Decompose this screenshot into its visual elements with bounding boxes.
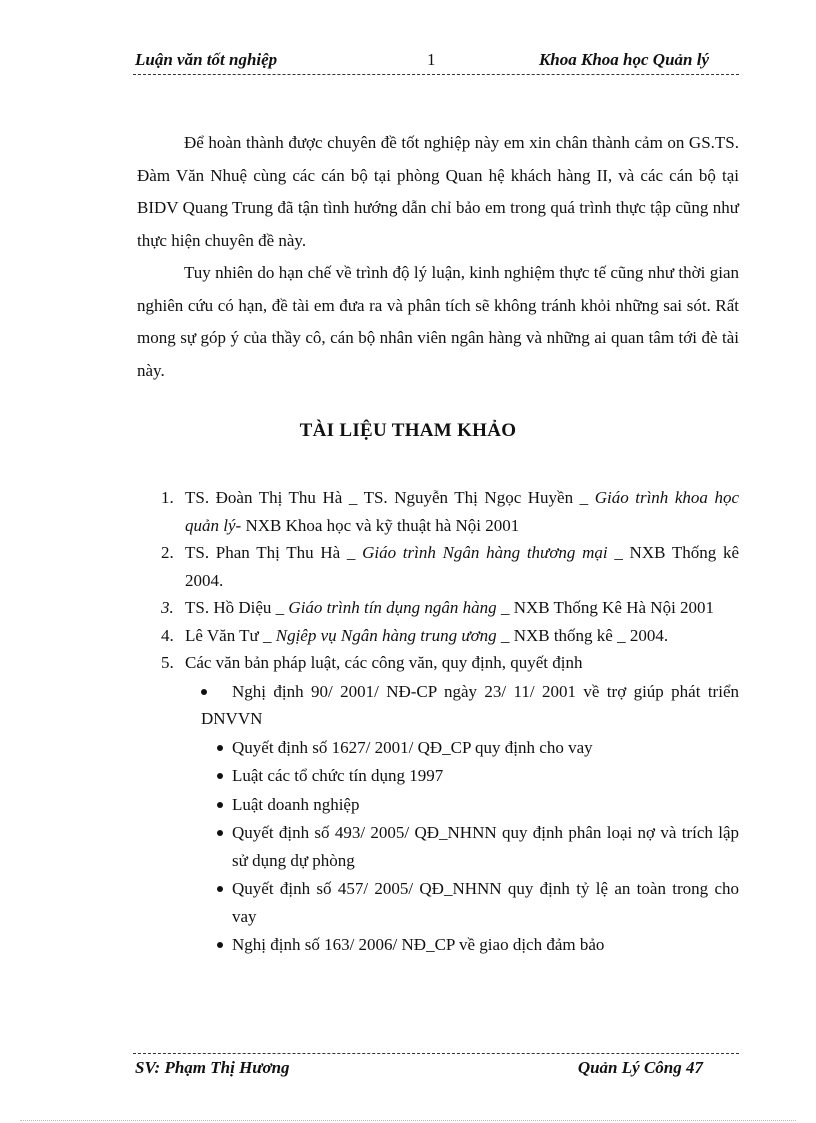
bullet-icon — [217, 830, 223, 836]
reference-publisher: _ NXB Thống Kê Hà Nội 2001 — [496, 598, 715, 617]
reference-item — [137, 622, 739, 650]
bullet-icon — [201, 689, 207, 695]
reference-item — [137, 484, 739, 539]
reference-authors: TS. Phan Thị Thu Hà _ — [185, 543, 363, 562]
reference-number: 4. — [161, 625, 174, 645]
legal-document-item — [185, 791, 739, 819]
footer-student-name: SV: Phạm Thị Hương — [135, 1058, 290, 1077]
legal-document-item — [185, 931, 739, 959]
reference-number: 3. — [161, 598, 174, 617]
page-header — [133, 48, 739, 75]
reference-text: Các văn bản pháp luật, các công văn, quy định, quyết định — [185, 653, 583, 672]
reference-book-title: Giáo trình khoa học quản lý — [185, 488, 739, 535]
bullet-icon — [217, 802, 223, 808]
legal-document-item — [185, 819, 739, 874]
page-footer — [133, 1053, 739, 1080]
legal-document-text: Quyết định số 1627/ 2001/ QĐ_CP quy định cho vay — [232, 737, 593, 757]
bullet-icon — [217, 942, 223, 948]
header-faculty-label: Khoa Khoa học Quản lý — [538, 50, 709, 69]
legal-document-text: Nghị định 90/ 2001/ NĐ-CP ngày 23/ 11/ 2001 về trợ giúp phát triển DNVVN — [201, 681, 739, 728]
bullet-icon — [217, 745, 223, 751]
legal-document-text: Luật doanh nghiệp — [232, 794, 360, 814]
reference-item — [137, 594, 739, 622]
reference-publisher: _ NXB Thống kê 2004. — [185, 543, 739, 590]
reference-authors: TS. Đoàn Thị Thu Hà _ TS. Nguyễn Thị Ngọc Huyền _ — [185, 488, 595, 507]
reference-number: 5. — [161, 653, 174, 672]
limitations-paragraph: Tuy nhiên do hạn chế về trình độ lý luận, kinh nghiệm thực tế cũng như thời gian nghiên cứu có hạn, đề tài em đưa ra và phân tích sẽ không tránh khỏi những sai sót. Rất mong sự góp ý của thầy cô, cán bộ nhân viên ngân hàng và những ai quan tâm tới đè tài này. — [137, 263, 739, 380]
reference-book-title: Giáo trình tín dụng ngân hàng — [288, 598, 497, 617]
header-thesis-label: Luận văn tốt nghiệp — [135, 50, 278, 69]
reference-authors: TS. Hồ Diệu _ — [185, 598, 289, 617]
reference-number: 2. — [161, 543, 174, 562]
acknowledgement-paragraph: Để hoàn thành được chuyên đề tốt nghiệp này em xin chân thành cảm on GS.TS. Đàm Văn Nhuệ cùng các cán bộ tại phòng Quan hệ khách hàng II, và các cán bộ tại BIDV Quang Trung đã tận tình hướng dẫn chỉ bảo em trong quá trình thực tập cũng như thực hiện chuyên đề này. — [137, 133, 739, 250]
header-page-number: 1 — [427, 50, 436, 69]
legal-document-item — [185, 875, 739, 930]
reference-publisher: - NXB Khoa học và kỹ thuật hà Nội 2001 — [235, 515, 520, 535]
reference-authors: Lê Văn Tư _ — [185, 625, 276, 645]
reference-item — [137, 649, 739, 959]
reference-number: 1. — [161, 488, 174, 507]
bullet-icon — [217, 886, 223, 892]
legal-document-text: Quyết định số 493/ 2005/ QĐ_NHNN quy định phân loại nợ và trích lập sử dụng dự phòng — [232, 823, 739, 870]
bullet-icon — [217, 773, 223, 779]
reference-item — [137, 539, 739, 594]
legal-documents-list — [185, 678, 739, 959]
legal-document-item — [185, 678, 739, 733]
page-boundary-line — [20, 1120, 796, 1121]
legal-document-text: Luật các tổ chức tín dụng 1997 — [232, 766, 444, 785]
reference-book-title: Ngịêp vụ Ngân hàng trung ương — [275, 625, 497, 645]
legal-document-item — [185, 734, 739, 762]
references-list — [137, 484, 739, 959]
references-title: TÀI LIỆU THAM KHẢO — [299, 420, 517, 441]
legal-document-text: Nghị định số 163/ 2006/ NĐ_CP về giao dịch đảm bảo — [232, 935, 605, 954]
reference-publisher: _ NXB thống kê _ 2004. — [496, 625, 669, 645]
footer-class-name: Quản Lý Công 47 — [577, 1058, 703, 1077]
reference-book-title: Giáo trình Ngân hàng thương mại — [362, 543, 608, 562]
legal-document-item — [185, 762, 739, 790]
legal-document-text: Quyết định số 457/ 2005/ QĐ_NHNN quy định tỷ lệ an toàn trong cho vay — [232, 879, 739, 926]
